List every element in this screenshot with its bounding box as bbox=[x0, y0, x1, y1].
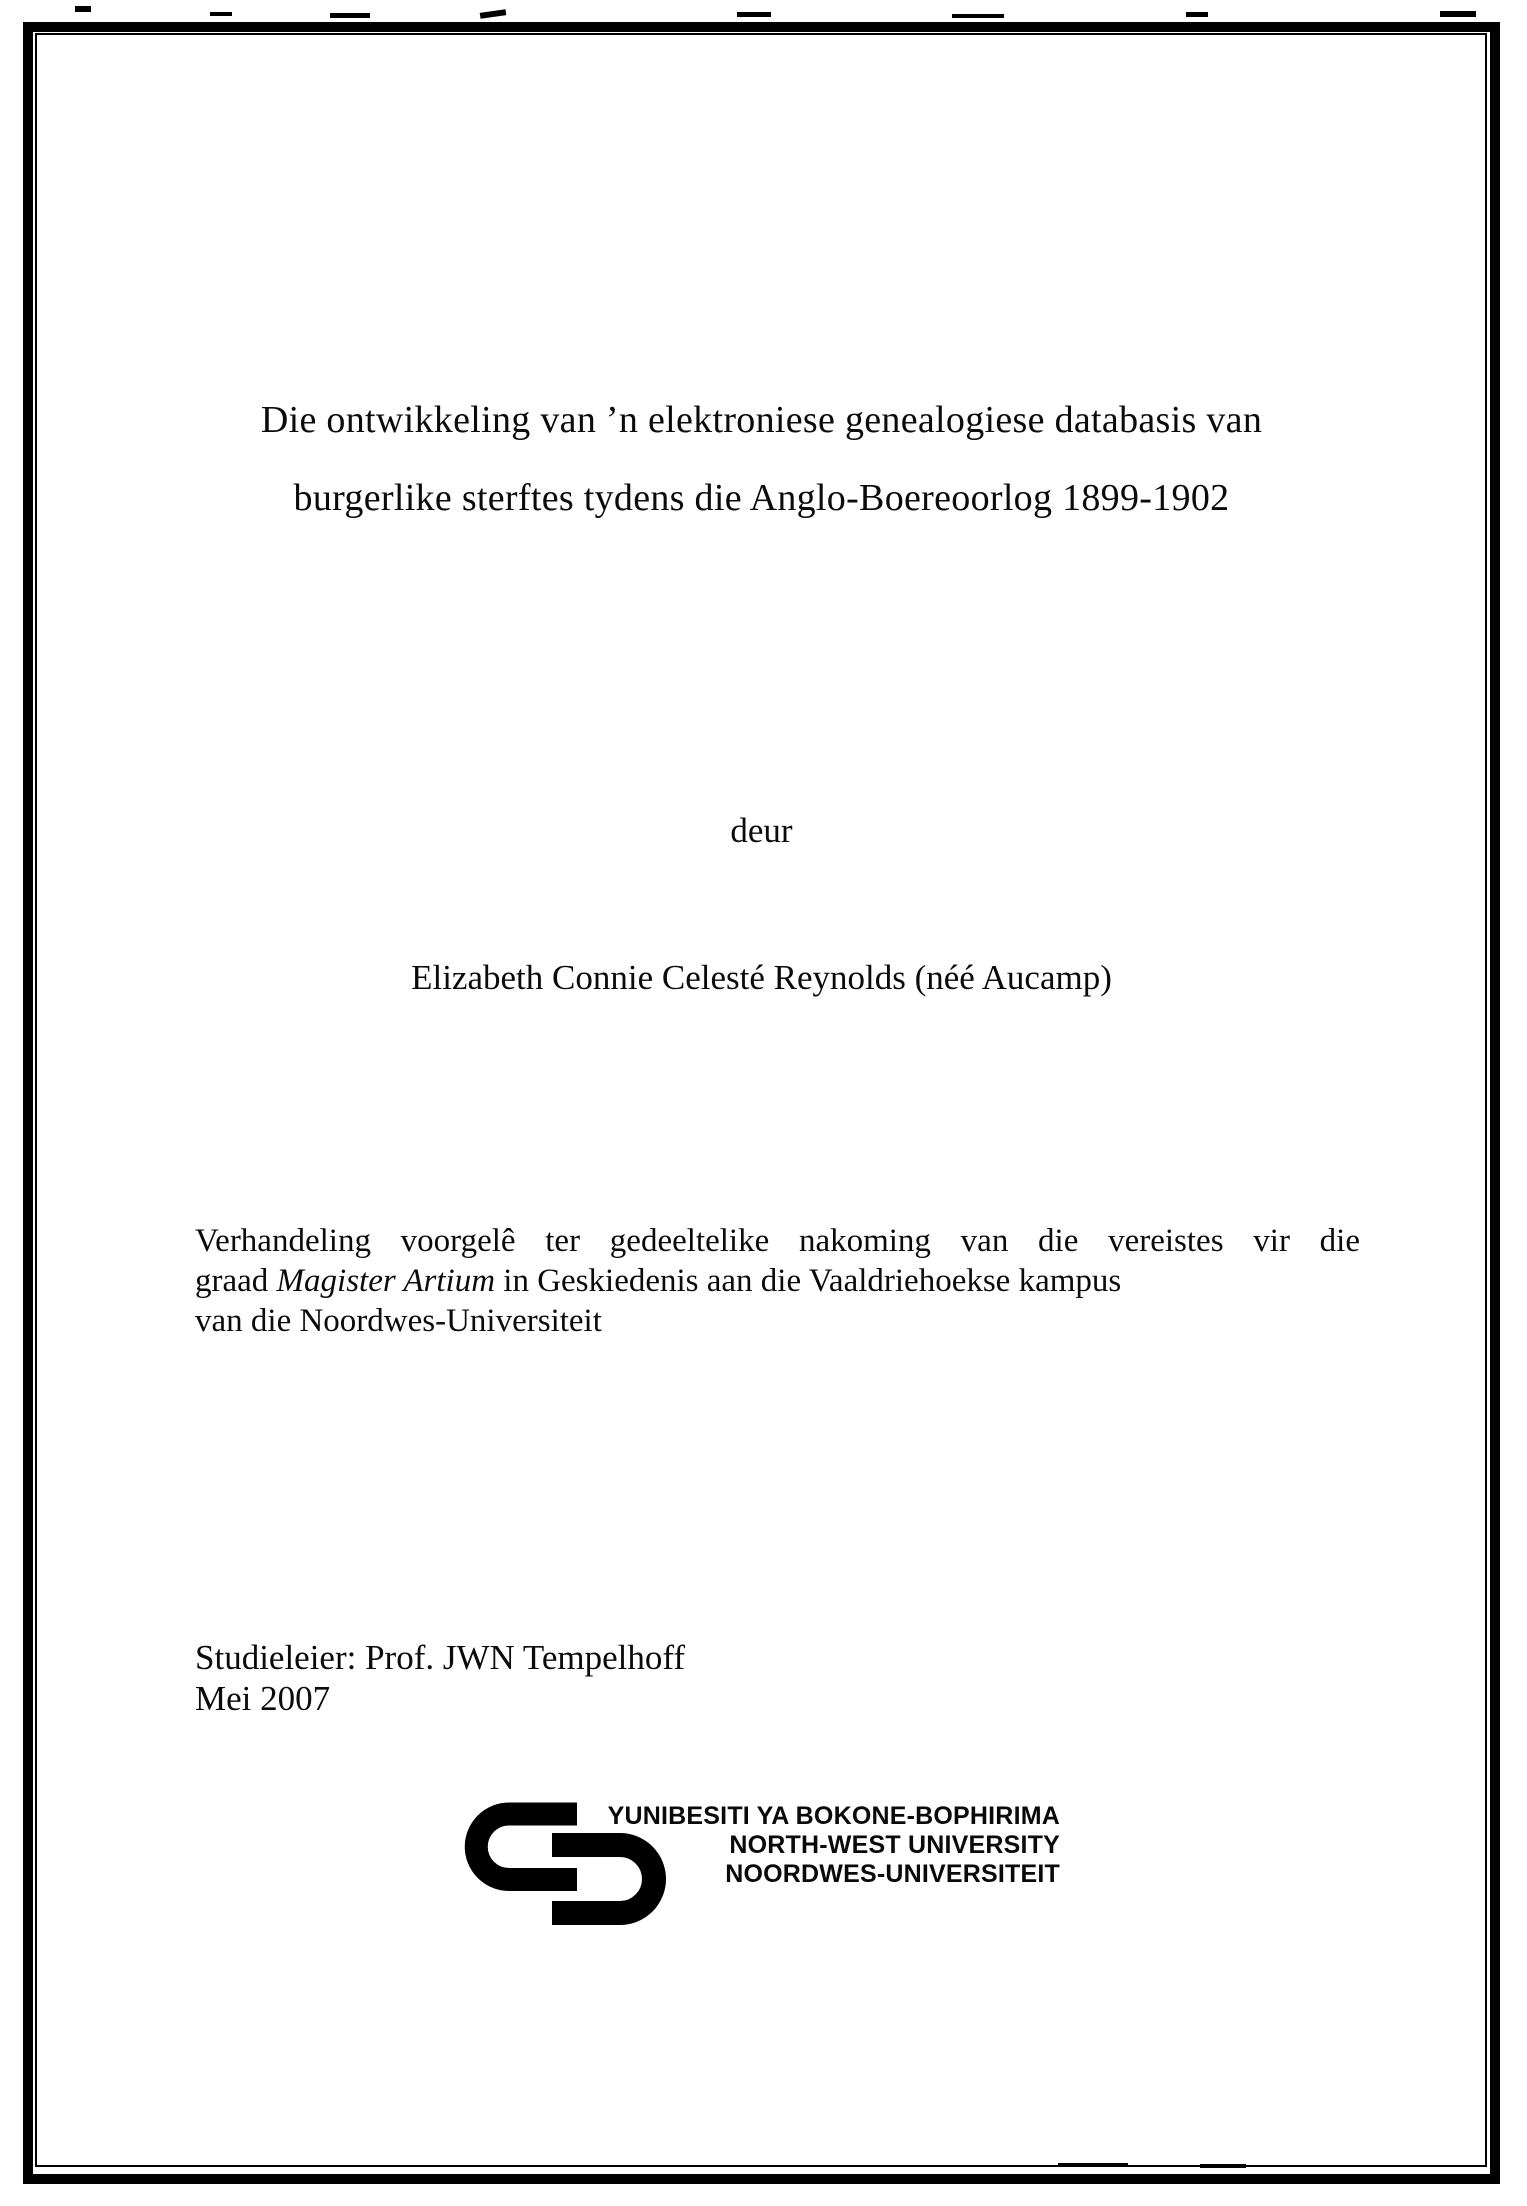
degree-statement bbox=[195, 1221, 1360, 1341]
logo-text-block bbox=[580, 1802, 1060, 1889]
date-line: Mei 2007 bbox=[195, 1679, 331, 1718]
statement-line-2-post: in Geskiedenis aan die Vaaldriehoekse kampus bbox=[495, 1263, 1122, 1299]
thesis-title bbox=[23, 381, 1500, 537]
scan-artifact bbox=[952, 14, 1004, 18]
supervisor-line: Studieleier: Prof. JWN Tempelhoff bbox=[195, 1638, 686, 1677]
title-line-1: Die ontwikkeling van ’n elektroniese genealogiese databasis van bbox=[260, 399, 1263, 441]
statement-line-2-pre: graad bbox=[195, 1263, 277, 1299]
title-line-2: burgerlike sterftes tydens die Anglo-Boereoorlog 1899-1902 bbox=[293, 477, 1230, 519]
logo-text-line-2: NORTH-WEST UNIVERSITY bbox=[729, 1831, 1060, 1859]
byline-deur: deur bbox=[730, 811, 793, 850]
scan-artifact bbox=[330, 13, 370, 18]
logo-text-line-3: NOORDWES-UNIVERSITEIT bbox=[725, 1860, 1060, 1888]
statement-line-1: Verhandeling voorgelê ter gedeeltelike nakoming van die vereistes vir die bbox=[195, 1223, 1360, 1259]
statement-line-2 bbox=[195, 1261, 1360, 1301]
scan-artifact bbox=[75, 6, 91, 12]
logo-text-line-1: YUNIBESITI YA BOKONE-BOPHIRIMA bbox=[607, 1802, 1060, 1830]
scan-artifact bbox=[1186, 12, 1208, 17]
scan-artifact bbox=[210, 12, 232, 16]
statement-degree-name: Magister Artium bbox=[276, 1263, 496, 1299]
supervisor-block bbox=[195, 1637, 685, 1719]
author-name: Elizabeth Connie Celesté Reynolds (néé Aucamp) bbox=[411, 958, 1112, 997]
scan-artifact bbox=[1440, 11, 1476, 17]
statement-line-3: van die Noordwes-Universiteit bbox=[195, 1303, 602, 1339]
scan-artifact bbox=[480, 9, 507, 19]
scan-artifact bbox=[737, 12, 771, 17]
